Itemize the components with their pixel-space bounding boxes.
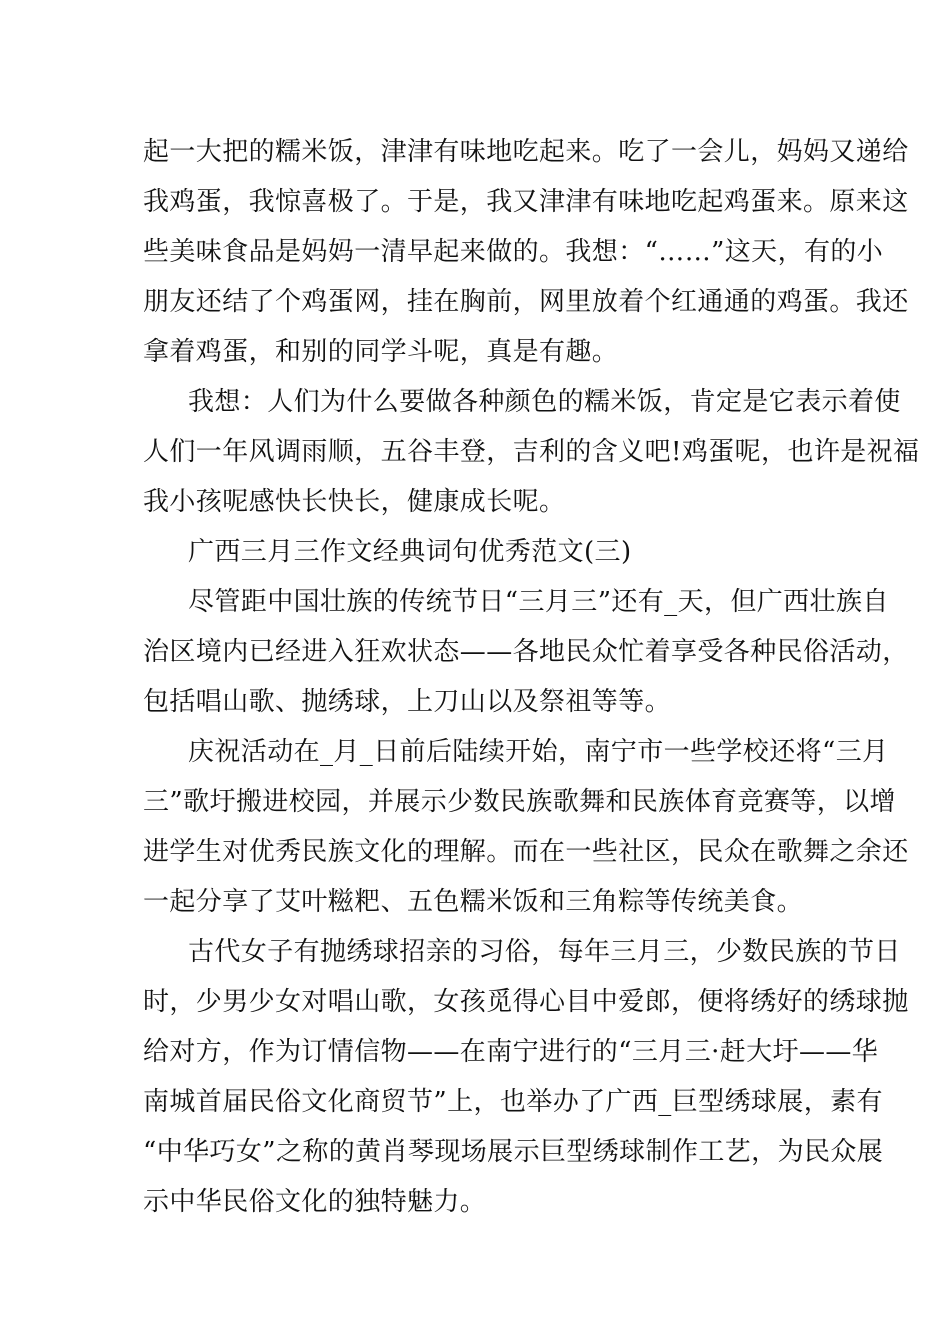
text-line: 庆祝活动在_月_日前后陆续开始，南宁市一些学校还将“三月 (188, 737, 889, 767)
text-line: 进学生对优秀民族文化的理解。而在一些社区，民众在歌舞之余还 (143, 837, 909, 867)
text-line: 南城首届民俗文化商贸节”上，也举办了广西_巨型绣球展，素有 (143, 1087, 883, 1117)
text-line: 人们一年风调雨顺，五谷丰登，吉利的含义吧!鸡蛋呢，也许是祝福 (143, 437, 920, 467)
section-heading: 广西三月三作文经典词句优秀范文(三) (188, 537, 632, 567)
text-line: 朋友还结了个鸡蛋网，挂在胸前，网里放着个红通通的鸡蛋。我还 (143, 287, 909, 317)
text-line: 我想：人们为什么要做各种颜色的糯米饭，肯定是它表示着使 (188, 387, 901, 417)
text-line: 三”歌圩搬进校园，并展示少数民族歌舞和民族体育竞赛等，以增 (143, 787, 896, 817)
text-line: “中华巧女”之称的黄肖琴现场展示巨型绣球制作工艺，为民众展 (143, 1137, 884, 1167)
text-line: 我小孩呢感快长快长，健康成长呢。 (143, 487, 566, 517)
text-line: 尽管距中国壮族的传统节日“三月三”还有_天，但广西壮族自 (188, 587, 889, 617)
text-line: 给对方，作为订情信物——在南宁进行的“三月三·赶大圩——华 (143, 1037, 879, 1067)
text-line: 包括唱山歌、抛绣球，上刀山以及祭祖等等。 (143, 687, 672, 717)
text-line: 治区境内已经进入狂欢状态——各地民众忙着享受各种民俗活动， (143, 637, 909, 667)
text-line: 拿着鸡蛋，和别的同学斗呢，真是有趣。 (143, 337, 619, 367)
text-line: 古代女子有抛绣球招亲的习俗，每年三月三，少数民族的节日 (188, 937, 901, 967)
text-line: 示中华民俗文化的独特魅力。 (143, 1187, 487, 1217)
text-line: 我鸡蛋，我惊喜极了。于是，我又津津有味地吃起鸡蛋来。原来这 (143, 187, 909, 217)
text-line: 一起分享了艾叶糍粑、五色糯米饭和三角粽等传统美食。 (143, 887, 804, 917)
text-line: 起一大把的糯米饭，津津有味地吃起来。吃了一会儿，妈妈又递给 (143, 137, 909, 167)
text-line: 些美味食品是妈妈一清早起来做的。我想：“……”这天，有的小 (143, 237, 884, 267)
text-line: 时，少男少女对唱山歌，女孩觅得心目中爱郎，便将绣好的绣球抛 (143, 987, 909, 1017)
